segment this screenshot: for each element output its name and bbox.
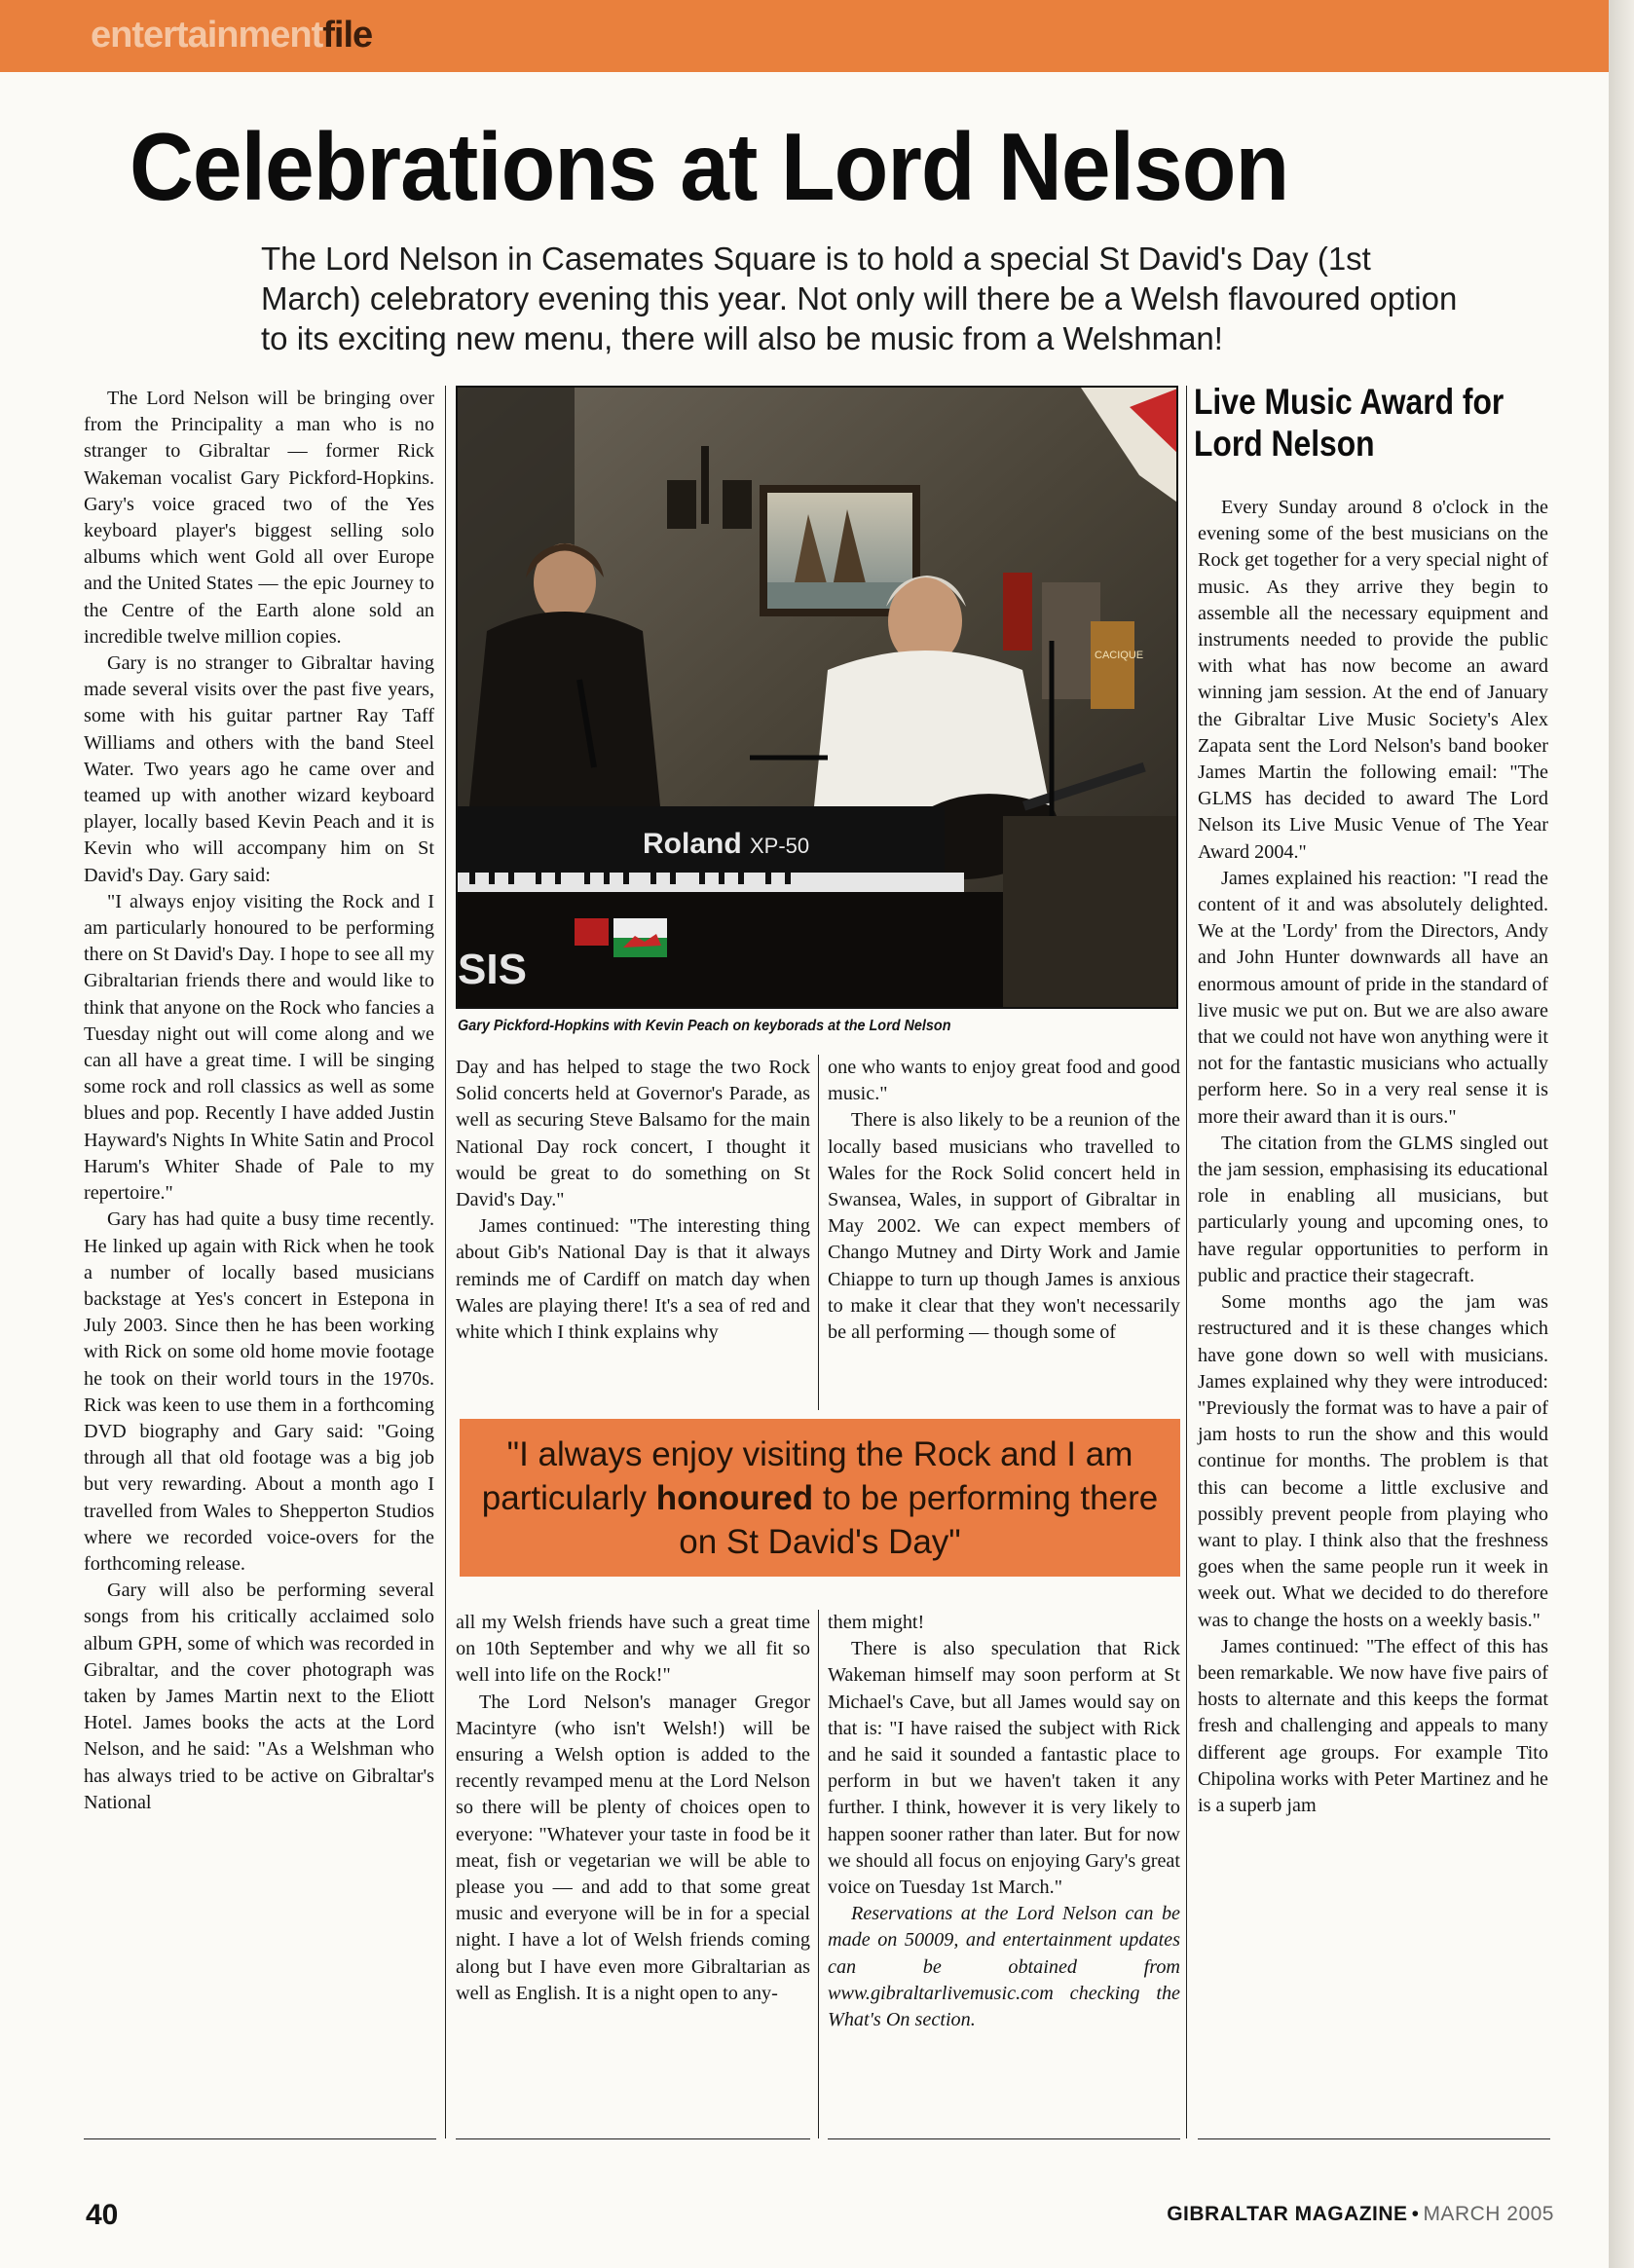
page-edge: [1609, 0, 1634, 2268]
paragraph: one who wants to enjoy great food and good music.": [828, 1057, 1180, 1105]
footer-rule: [84, 2138, 436, 2139]
article-column-3-bottom: [828, 1610, 1180, 2033]
paragraph: The Lord Nelson's manager Gregor Macintyre (who isn't Welsh!) will be ensuring a Welsh option is added to the recently revamped menu at the Lord Nelson so there will be plenty of choices open to everyone: "Whatever your taste in food be it meat, fish or vegetarian we will be able to please you — and add to that some great music and everyone will be in for a special night. I have a lot of Welsh friends coming along but I have even more Gibraltarian as well as English. It is a night open to any-: [456, 1691, 810, 2004]
paragraph: them might!: [828, 1612, 925, 1633]
photo-musicians: [456, 386, 1178, 1009]
standfirst: The Lord Nelson in Casemates Square is to hold a special St David's Day (1st March) celebratory evening this year. Not only will there be a Welsh flavoured option to its exciting new menu, there will also be music from a Welshman!: [261, 241, 1458, 356]
paragraph: James explained his reaction: "I read the content of it and was absolutely delighted. We at the 'Lordy' from the Directors, Andy and John Hunter downwards all have an enormous amount of pride in the standard of live music we put on. But we are also aware that we could not have won anything were it not for the fantastic musicians who actually perform here. So in a very real sense it is more their award than it is ours.": [1198, 867, 1548, 1128]
page-number: 40: [86, 2199, 119, 2231]
section-label: [91, 16, 372, 55]
paragraph: all my Welsh friends have such a great time on 10th September and why we all fit so well into life on the Rock!": [456, 1612, 810, 1687]
magazine-name: GIBRALTAR MAGAZINE: [1167, 2203, 1408, 2225]
svg-text:SIS: SIS: [458, 946, 527, 993]
pull-quote: [460, 1419, 1180, 1577]
column-rule: [818, 1055, 819, 1410]
paragraph: Gary will also be performing several songs from his critically acclaimed solo album GPH, some of which was recorded in Gibraltar, and the cover photograph was taken by James Martin next to the Eliott Hotel. James books the acts at the Lord Nelson, and he said: "As a Welshman who has always tried to be active on Gibraltar's National: [84, 1580, 434, 1813]
sidebar-column: [1198, 495, 1548, 1819]
article-column-1: [84, 386, 434, 1816]
paragraph: The Lord Nelson will be bringing over from the Principality a man who is no stranger to Gibraltar — former Rick Wakeman vocalist Gary Pickford-Hopkins. Gary's voice graced two of the Yes keyboard player's biggest selling solo albums which went Gold all over Europe and the United States — the epic Journey to the Centre of the Earth alone sold an incredible twelve million copies.: [84, 388, 434, 648]
column-rule: [445, 386, 446, 2138]
article-column-2-bottom: [456, 1610, 810, 2007]
pull-quote-text-end: to be performing there on St David's Day": [679, 1479, 1159, 1561]
paragraph: James continued: "The effect of this has been remarkable. We now have five pairs of hosts to alternate and this keeps the format fresh and challenging and appeals to many different age groups. For example Tito Chipolina works with Peter Martinez and he is a superb jam: [1198, 1635, 1548, 1816]
column-rule: [1186, 386, 1187, 2138]
footer-rule: [828, 2138, 1180, 2139]
pull-quote-text: "I always enjoy visiting the Rock and I am particularly: [481, 1435, 1133, 1517]
poster-text: CACIQUE: [1095, 650, 1144, 661]
paragraph: James continued: "The interesting thing about Gib's National Day is that it always reminds me of Cardiff on match day when Wales are playing there! It's a sea of red and white which I think explains why: [456, 1215, 810, 1344]
paragraph: There is also speculation that Rick Wakeman himself may soon perform at St Michael's Cave, but all James would say on that is: "I have raised the subject with Rick and he said it sounded a fantastic place to perform in but we haven't taken it any further. I think, however it is very likely to happen sooner rather than later. But for now we should all focus on enjoying Gary's great voice on Tuesday 1st March.": [828, 1638, 1180, 1899]
footer-separator: •: [1411, 2203, 1420, 2225]
photo-illustration: [458, 388, 1178, 1009]
article-column-2-top: [456, 1055, 810, 1346]
section-label-part2: file: [322, 15, 373, 56]
paragraph: Some months ago the jam was restructured and it is these changes which have gone down so well with musicians. James explained why they were introduced: "Previously the format was to have a pair of jam hosts to run the show and this would continue for months. The problem is that this can become a little exclusive and possibly prevent people from playing who want to play. I think also that the freshness goes when the same people run it week in week out. What we decided to do therefore was to change the hosts on a weekly basis.": [1198, 1291, 1548, 1631]
reservations-note: Reservations at the Lord Nelson can be made on 50009, and entertainment updates can be obtained from www.gibraltarlivemusic.com checking the What's On section.: [828, 1903, 1180, 2031]
column-rule: [818, 1610, 819, 2138]
photo-caption: Gary Pickford-Hopkins with Kevin Peach on keyborads at the Lord Nelson: [458, 1018, 951, 1034]
pull-quote-emphasis: honoured: [655, 1479, 814, 1517]
paragraph: The citation from the GLMS singled out the jam session, emphasising its educational role in enabling all musicians, but particularly young and upcoming ones, to have regular opportunities to perform in public and practice their stagecraft.: [1198, 1132, 1548, 1286]
paragraph: There is also likely to be a reunion of the locally based musicians who travelled to Wales for the Rock Solid concert held in Swansea, Wales, in support of Gibraltar in May 2002. We can expect members of Chango Mutney and Dirty Work and Jamie Chiappe to turn up though James is anxious to make it clear that they won't necessarily be all performing — though some of: [828, 1109, 1180, 1344]
headline: Celebrations at Lord Nelson: [130, 113, 1289, 220]
keyboard-model: XP-50: [750, 834, 810, 858]
footer-rule: [1198, 2138, 1550, 2139]
article-column-3-top: [828, 1055, 1180, 1346]
paragraph: Gary is no stranger to Gibraltar having made several visits over the past five years, some with his guitar partner Ray Taff Williams and others with the band Steel Water. Two years ago he came over and teamed up with another wizard keyboard player, locally based Kevin Peach and it is Kevin who will accompany him on St David's Day. Gary said:: [84, 652, 434, 886]
paragraph: Every Sunday around 8 o'clock in the evening some of the best musicians on the Rock get together for a very special night of music. As they arrive they begin to assemble all the necessary equipment and instruments needed to provide the public with what has now become an award winning jam session. At the end of January the Gibraltar Live Music Society's Alex Zapata sent the Lord Nelson's band booker James Martin the following email: "The GLMS has decided to award The Lord Nelson its Live Music Venue of The Year Award 2004.": [1198, 497, 1548, 863]
footer-rule: [456, 2138, 810, 2139]
paragraph: "I always enjoy visiting the Rock and I am particularly honoured to be performing there on St David's Day. I hope to see all my Gibraltarian friends there and would like to think that anyone on the Rock who fancies a Tuesday night out will come along and we can all have a great time. I will be singing some rock and roll classics as well as some blues and pop. Recently I have added Justin Hayward's Nights In White Satin and Procol Harum's Whiter Shade of Pale to my repertoire.": [84, 890, 434, 1205]
issue-date: MARCH 2005: [1423, 2203, 1554, 2225]
sidebar-title: Live Music Award for Lord Nelson: [1194, 382, 1504, 464]
section-header-band: [0, 0, 1609, 72]
keyboard-brand: Roland: [643, 828, 742, 860]
paragraph: Day and has helped to stage the two Rock Solid concerts held at Governor's Parade, as well as securing Steve Balsamo for the main National Day rock concert, I thought it would be great to do something on St David's Day.": [456, 1057, 810, 1211]
magazine-footer: [1167, 2203, 1554, 2226]
section-label-part1: entertainment: [91, 15, 323, 56]
paragraph: Gary has had quite a busy time recently. He linked up again with Rick when he took a number of locally based musicians backstage at Yes's concert in Estepona in July 2003. Since then he has been working with Rick on some old home movie footage he took on their world tours in the 1970s. Rick was keen to use them in a forthcoming DVD biography and Gary said: "Going through all that old footage was a big job but very rewarding. About a month ago I travelled from Wales to Shepperton Studios where we recorded voice-overs for the forthcoming release.: [84, 1208, 434, 1575]
